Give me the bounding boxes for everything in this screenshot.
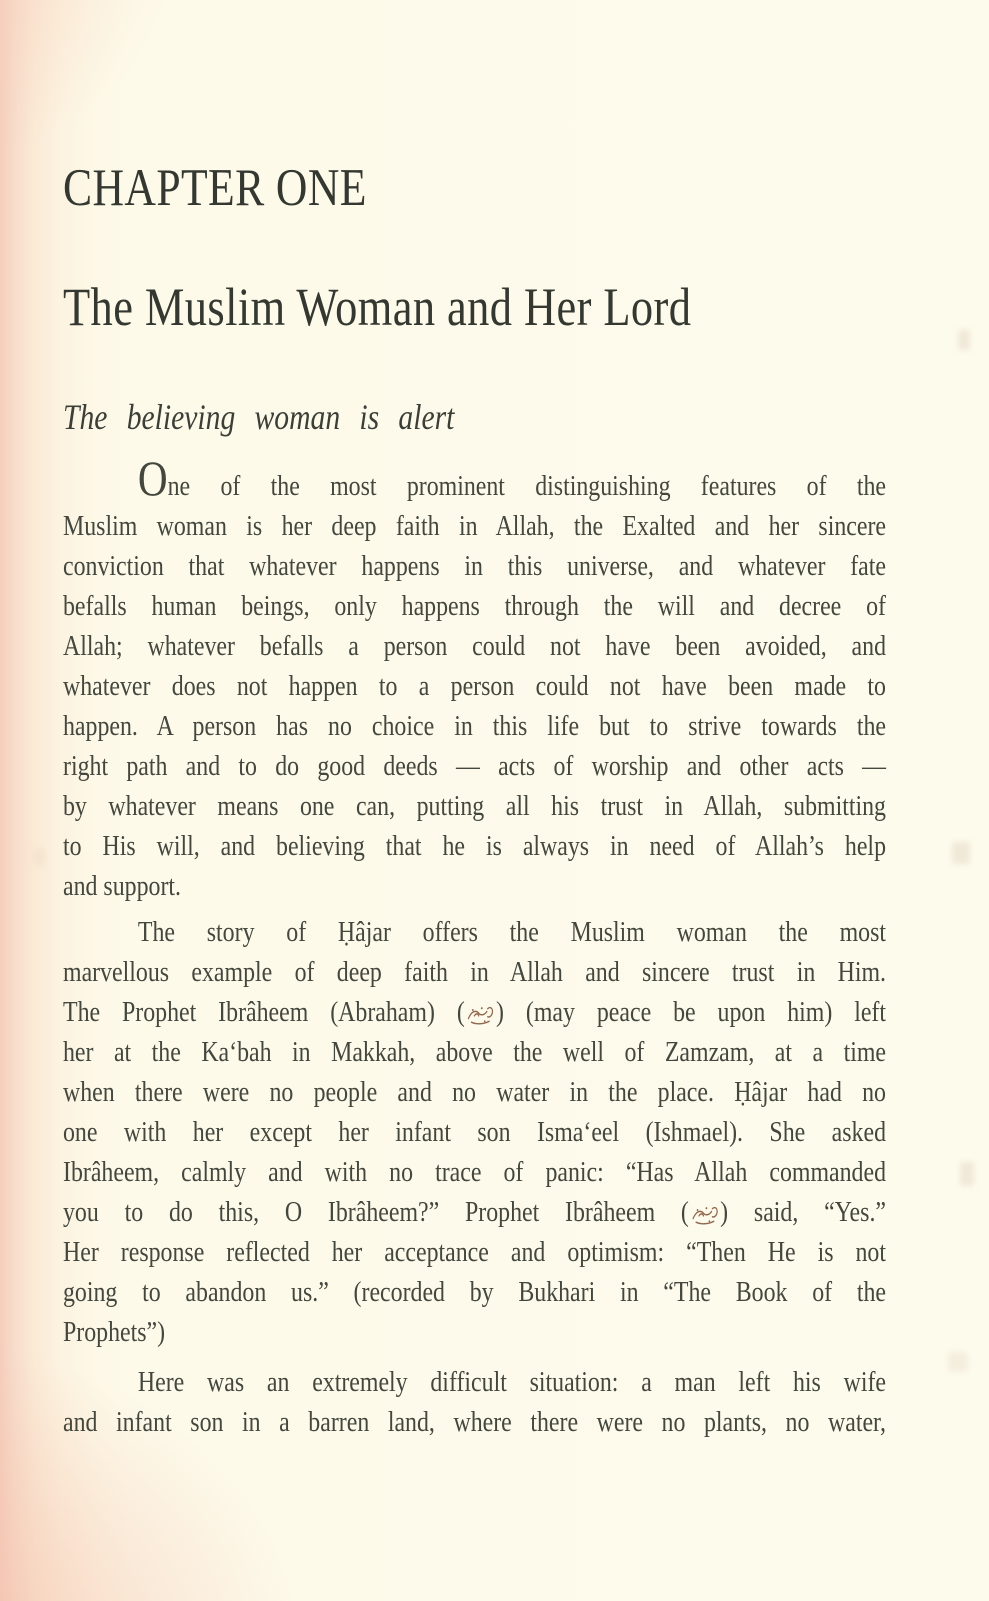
pbuh-calligraphy-icon (466, 1003, 496, 1027)
text-line: Muslim woman is her deep faith in Allah, the Exalted and her sincere (63, 510, 886, 542)
text-line: The Prophet Ibrâheem (Abraham) ( ) (may peace be upon him) left (63, 996, 886, 1028)
text-line: her at the Ka‘bah in Makkah, above the well of Zamzam, at a time (63, 1036, 886, 1068)
text-line: The story of Ḥâjar offers the Muslim woman the most (137, 916, 886, 948)
text-line: whatever does not happen to a person could not have been made to (63, 670, 886, 702)
text-line: to His will, and believing that he is always in need of Allah’s help (63, 830, 886, 862)
text-line: befalls human beings, only happens through the will and decree of (63, 590, 886, 622)
chapter-label: CHAPTER ONE (63, 159, 367, 217)
scan-showthrough-artifact (960, 1162, 974, 1186)
scan-showthrough-artifact (958, 330, 970, 350)
text-line: you to do this, O Ibrâheem?” Prophet Ibrâheem ( ) said, “Yes.” (63, 1196, 886, 1228)
text-line: by whatever means one can, putting all his trust in Allah, submitting (63, 790, 886, 822)
text-line: Prophets”) (63, 1316, 166, 1348)
paragraph (63, 912, 886, 1352)
text-line: happen. A person has no choice in this life but to strive towards the (63, 710, 886, 742)
text-line: and infant son in a barren land, where there were no plants, no water, (63, 1406, 886, 1438)
text-line: Ibrâheem, calmly and with no trace of panic: “Has Allah commanded (63, 1156, 886, 1188)
text-line: Allah; whatever befalls a person could not have been avoided, and (63, 630, 886, 662)
text-line: One of the most prominent distinguishing features of the (137, 450, 886, 506)
pbuh-calligraphy-icon (690, 1203, 720, 1227)
text-line: one with her except her infant son Isma‘eel (Ishmael). She asked (63, 1116, 886, 1148)
text-line: right path and to do good deeds — acts of worship and other acts — (63, 750, 886, 782)
text-line: Her response reflected her acceptance and optimism: “Then He is not (63, 1236, 886, 1268)
section-heading: The believing woman is alert (63, 397, 455, 437)
paragraph (63, 1362, 886, 1442)
text-line: going to abandon us.” (recorded by Bukhari in “The Book of the (63, 1276, 886, 1308)
scan-showthrough-artifact (34, 848, 46, 866)
paragraph (63, 450, 886, 906)
paragraph-initial-capital: O (137, 450, 168, 506)
scan-showthrough-artifact (948, 1352, 968, 1372)
chapter-title: The Muslim Woman and Her Lord (63, 277, 692, 337)
scan-showthrough-artifact (952, 842, 970, 864)
text-line: and support. (63, 870, 181, 902)
text-line: Here was an extremely difficult situation: a man left his wife (137, 1366, 886, 1398)
page-content (63, 0, 886, 1601)
text-line: marvellous example of deep faith in Allah and sincere trust in Him. (63, 956, 886, 988)
text-line: when there were no people and no water in the place. Ḥâjar had no (63, 1076, 886, 1108)
text-line: conviction that whatever happens in this universe, and whatever fate (63, 550, 886, 582)
